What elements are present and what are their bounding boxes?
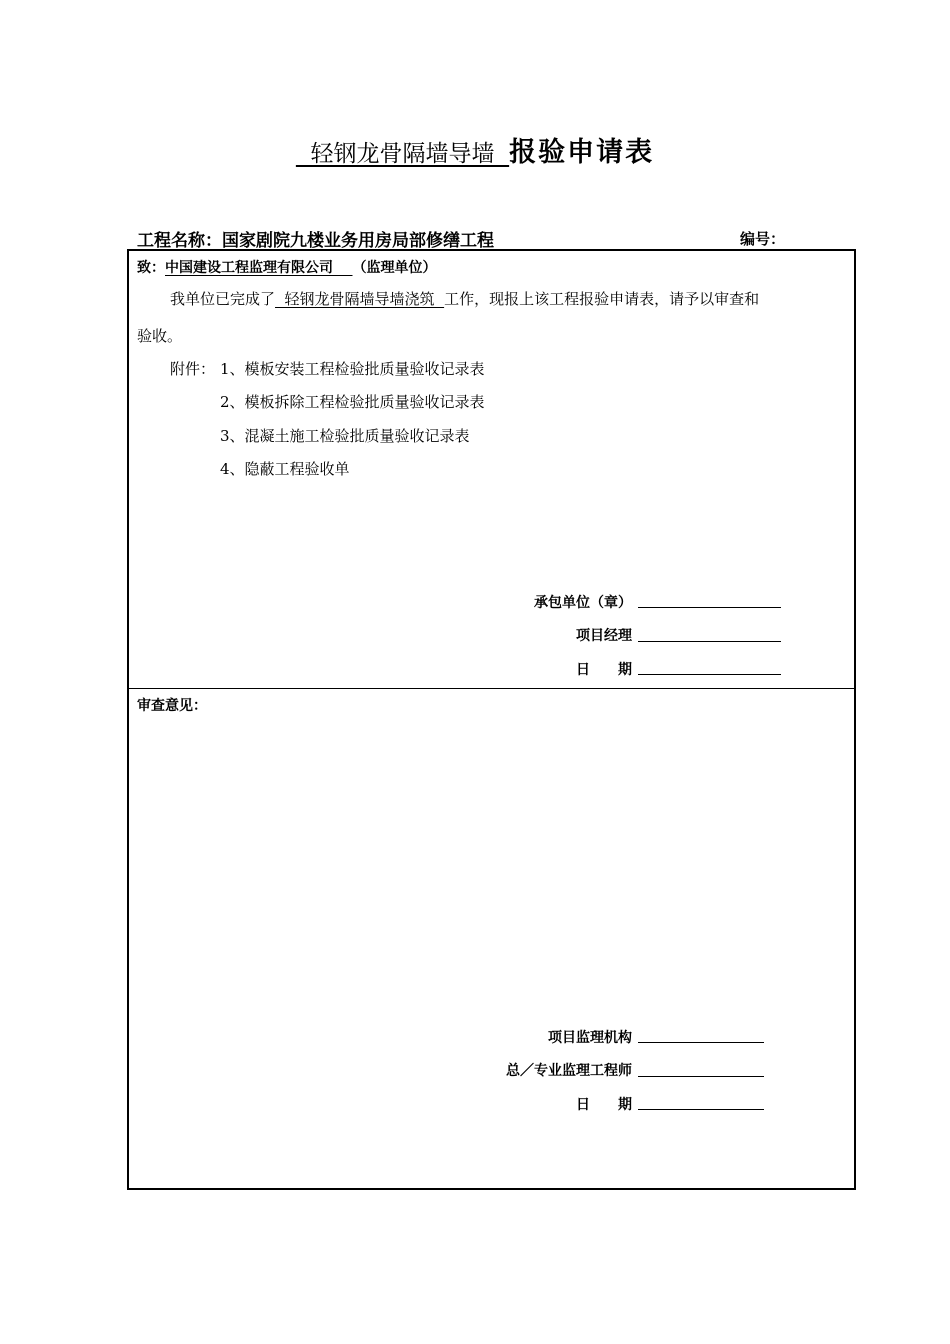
project-name-label: 工程名称：国家剧院九楼业务用房局部修缮工程 [137,231,494,251]
addressee-prefix: 致： [137,260,165,276]
completed-work-field: 轻钢龙骨隔墙导墙浇筑 [275,290,445,308]
application-body-line2: 验收。 [137,327,183,345]
attachment-item: 2、模板拆除工程检验批质量验收记录表 [220,393,485,411]
body-prefix: 我单位已完成了 [170,290,276,308]
application-date-label: 日 期 [576,662,632,678]
contractor-seal-line [638,607,781,608]
document-title [0,130,950,169]
review-date-label: 日 期 [576,1097,632,1113]
attachment-item: 3、混凝土施工检验批质量验收记录表 [220,427,470,445]
project-manager-label: 项目经理 [576,628,632,644]
review-date-line [638,1109,764,1110]
section-divider [127,688,854,689]
body-suffix: 工作，现报上该工程报验申请表，请予以审查和 [444,290,760,308]
attachment-item: 1、模板安装工程检验批质量验收记录表 [220,360,485,378]
supervising-engineer-line [638,1076,764,1077]
project-manager-line [638,641,781,642]
supervision-org-line [638,1042,764,1043]
addressee-line [137,257,437,277]
attachment-item: 4、隐蔽工程验收单 [220,460,350,478]
review-opinion-label: 审查意见： [137,698,207,714]
supervisor-suffix: （监理单位） [352,260,437,276]
contractor-seal-label: 承包单位（章） [534,595,632,611]
application-date-line [638,674,781,675]
title-heading: 报验申请表 [509,137,655,168]
supervision-org-label: 项目监理机构 [548,1030,632,1046]
supervisor-name: 中国建设工程监理有限公司 [165,260,353,276]
application-body [170,288,759,309]
title-subject: 轻钢龙骨隔墙导墙 [295,141,510,167]
serial-number-label: 编号： [740,230,786,248]
supervising-engineer-label: 总／专业监理工程师 [506,1063,632,1079]
attachments-label: 附件： [170,360,216,378]
